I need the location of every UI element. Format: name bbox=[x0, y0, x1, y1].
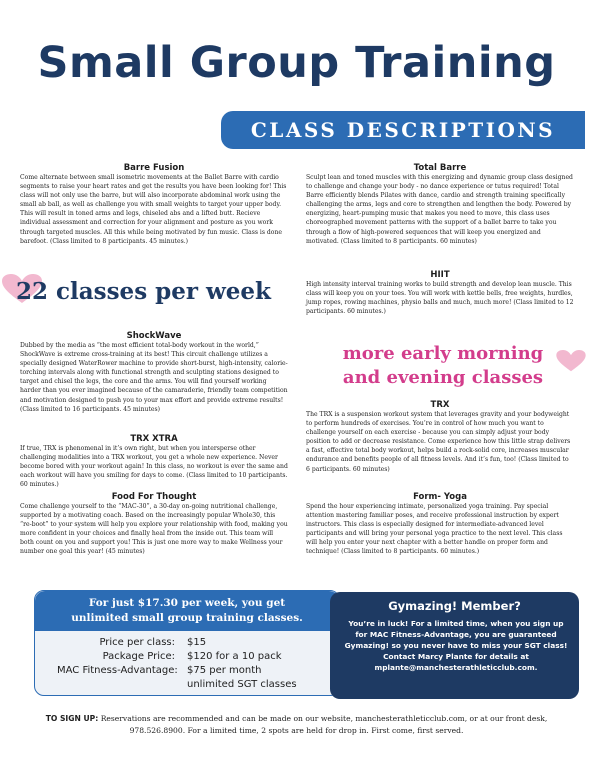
pricing-header bbox=[35, 591, 339, 631]
section-form-yoga bbox=[306, 492, 574, 557]
section-shockwave bbox=[20, 331, 288, 414]
section-trx-xtra bbox=[20, 434, 288, 489]
section-body: Spend the hour experiencing intimate, personalized yoga training. Pay special attention mastering familiar poses, and receive professional instruction by expert instructors. This class is especially designed for intermediate-advanced level participants and will bring your personal yoga practice to the next level. This class will help you enter your next chapter with a better handle on proper form and technique! (Class limited to 8 participants. 60 minutes.) bbox=[306, 503, 563, 556]
price-value: $75 per month bbox=[187, 665, 262, 676]
section-title: HIIT bbox=[430, 270, 450, 280]
promo-early-morning bbox=[302, 342, 584, 390]
section-trx bbox=[306, 400, 574, 474]
pricing-box bbox=[34, 590, 340, 696]
gymazing-box bbox=[330, 592, 579, 699]
price-value: $120 for a 10 pack bbox=[187, 651, 282, 662]
section-body: Dubbed by the media as “the most efficient total-body workout in the world,” ShockWave is extreme cross-training at its best! This circuit challenge utilizes a specially designed WaterRower machine to provide short-burst, high-intensity, calorie-torching intervals along with functional strength and sculpting stations designed to target and chisel the legs, the core and the arms. You will find yourself working harder than you ever imagined because of the camaraderie, friendly team competition and motivation designed to push you to your max effort and provide extreme results! (Class limited to 16 participants. 45 minutes) bbox=[20, 342, 288, 413]
signup-text: Reservations are recommended and can be made on our website, manchesterathleticclub.com, or at our front desk, 978.526.8900. For a limited time, 2 spots are held for drop in. First come, first served. bbox=[100, 714, 548, 735]
section-title: TRX XTRA bbox=[130, 434, 178, 444]
section-title: ShockWave bbox=[126, 331, 182, 341]
price-value-extra: unlimited SGT classes bbox=[187, 679, 297, 690]
section-body: Come challenge yourself to the “MAC-30”, a 30-day on-going nutritional challenge, supported by a motivating coach. Based on the increasingly popular Whole30, this “re-boot” to your system will help you explore your relationship with food, making you more confident in your choices and finally heal from the inside out. This team will both count on you and support you! This is just one more way to make Wellness your number one goal this year! (45 minutes) bbox=[20, 503, 288, 556]
promo-22-classes: 22 classes per week bbox=[16, 278, 271, 305]
class-descriptions-banner: CLASS DESCRIPTIONS bbox=[221, 111, 585, 149]
signup-lead: TO SIGN UP: bbox=[45, 714, 99, 723]
gymazing-title: Gymazing! Member? bbox=[388, 599, 521, 613]
gymazing-body: You’re in luck! For a limited time, when you sign up for MAC Fitness-Advantage, you are guaranteed Gymazing! so you never have to miss your SGT class! Contact Marcy Plante for details at mplante@manchesterathleticclub.com. bbox=[344, 619, 568, 672]
section-body: Come alternate between small isometric movements at the Ballet Barre with cardio segments to raise your heart rates and get the results you have been looking for! This class will not only use the barre, but will also incorporate abdominal work using the small ab ball, as well as challenge you with small weights to target your upper body. This will result in toned arms and legs, chiseled abs and a lifted butt. Recieve individual assessment and correction for your alignment and posture as you work through targeted muscles. All this while being motivated by fun music. Class is done barefoot. (Class limited to 8 participants. 45 minutes.) bbox=[20, 174, 287, 245]
section-barre-fusion bbox=[20, 163, 288, 246]
section-body: The TRX is a suspension workout system that leverages gravity and your bodyweight to perform hundreds of exercises. You’re in control of how much you want to challenge yourself on each exercise - because you can simply adjust your body position to add or decrease resistance. Come experience how this little strap delivers a fast, effective total body workout, helps build a rock-solid core, increases muscular endurance and benefits people of all fitness levels. And it’s fun, too! (Class limited to 6 participants. 60 minutes) bbox=[306, 411, 571, 473]
section-title: Food For Thought bbox=[111, 492, 197, 502]
price-label: Package Price: bbox=[102, 651, 175, 662]
section-title: Form- Yoga bbox=[413, 492, 467, 502]
section-body: High intensity interval training works to build strength and develop lean muscle. This class will keep you on your toes. You will work with kettle bells, free weights, hurdles, jump ropes, rowing machines, physio balls and much, much more! (Class limited to 12 participants. 60 minutes.) bbox=[306, 281, 574, 316]
page-title: Small Group Training bbox=[37, 38, 556, 88]
section-title: TRX bbox=[430, 400, 450, 410]
pricing-header-line: unlimited small group training classes. bbox=[71, 612, 303, 624]
pricing-header-line: For just $17.30 per week, you get bbox=[88, 597, 286, 609]
price-label: Price per class: bbox=[99, 637, 175, 648]
section-title: Total Barre bbox=[413, 163, 467, 173]
section-body: If true, TRX is phenomenal in it’s own right, but when you intersperse other challenging modalities into a TRX workout, you get a whole new experience. Never become bored with your workout again! In this class, no workout is ever the same and each workout will have you smiling for days to come. (Class limited to 10 participants. 60 minutes.) bbox=[20, 445, 288, 489]
heart-icon bbox=[556, 350, 586, 372]
price-value: $15 bbox=[187, 637, 207, 648]
signup-info bbox=[20, 713, 573, 737]
section-food-for-thought bbox=[20, 492, 288, 557]
promo-line: and evening classes bbox=[342, 367, 544, 388]
promo-line: more early morning bbox=[342, 343, 544, 364]
section-title: Barre Fusion bbox=[123, 163, 185, 173]
section-body: Sculpt lean and toned muscles with this energizing and dynamic group class designed to challenge and change your body - no dance experience or tutus required! Total Barre efficiently blends Pilates with dance, cardio and strength training specifically challenging the arms, legs and core to strengthen and lengthen the body. Powered by energizing, heart-pumping music that makes you need to move, this class uses choreographed movement patterns with the support of a ballet barre to take you through a flow of high-powered sequences that will keep you energized and motivated. (Class limited to 8 participants. 60 minutes) bbox=[306, 174, 573, 245]
section-total-barre bbox=[306, 163, 574, 246]
price-label: MAC Fitness-Advantage: bbox=[57, 665, 178, 676]
section-hiit bbox=[306, 270, 574, 316]
